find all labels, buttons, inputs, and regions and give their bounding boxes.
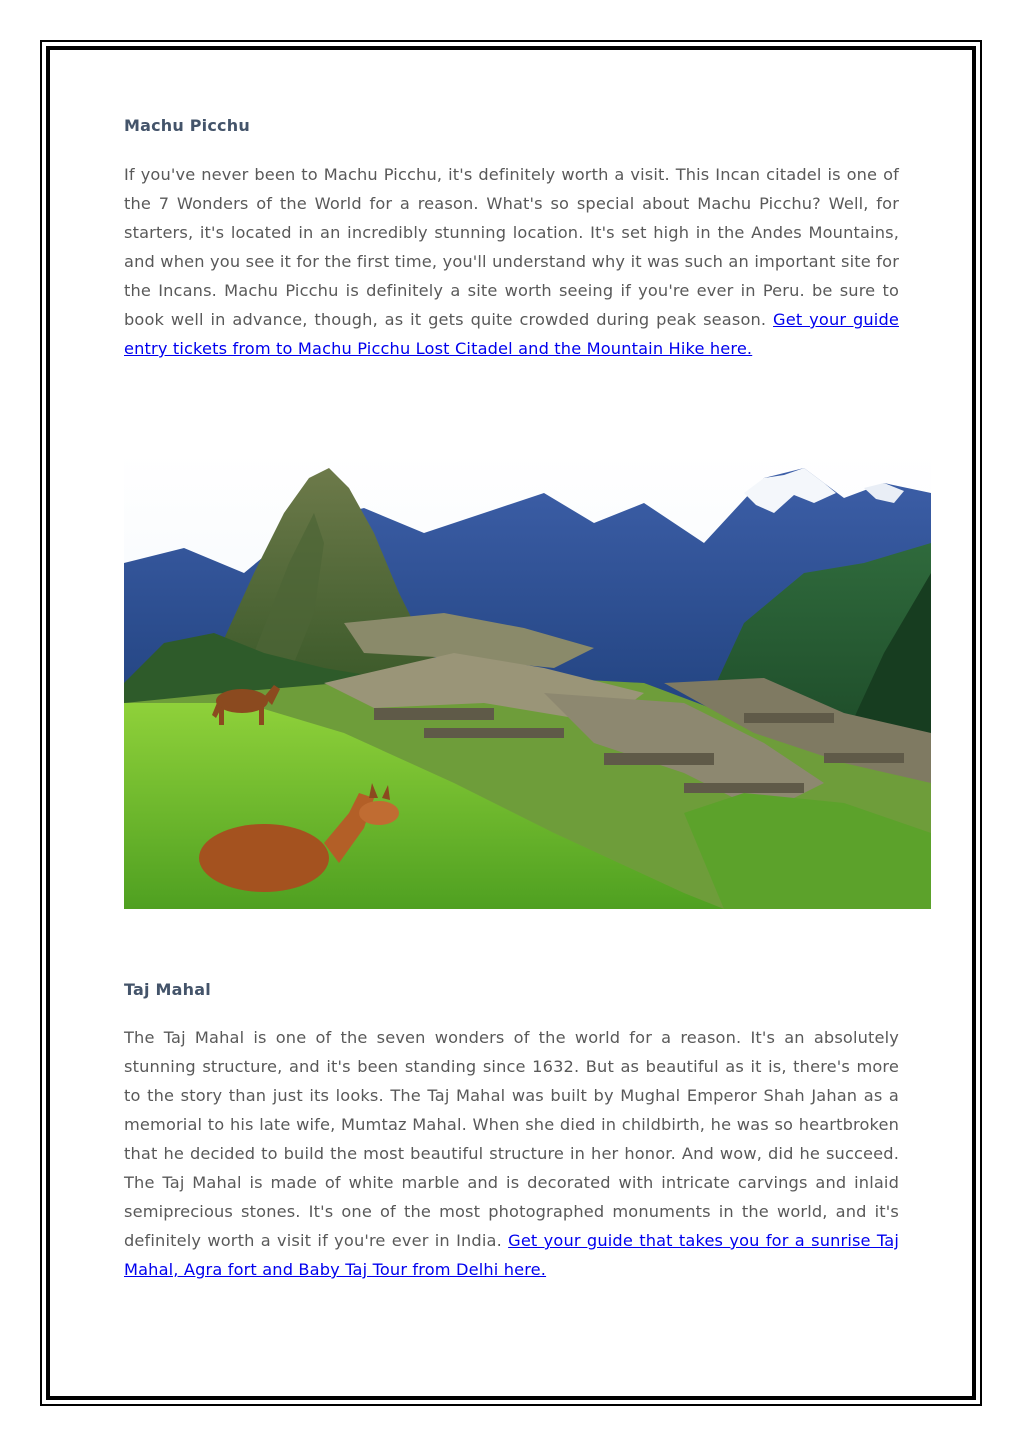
section-heading-taj-mahal: Taj Mahal xyxy=(124,980,211,999)
section-text-taj-mahal xyxy=(124,1023,899,1284)
section-heading-machu-picchu: Machu Picchu xyxy=(124,116,250,135)
machu-picchu-tickets-link[interactable]: Get your guide entry tickets from to Machu Picchu Lost Citadel and the Mountain Hike here. xyxy=(124,310,899,358)
machu-picchu-photo xyxy=(124,453,931,909)
taj-mahal-tour-link[interactable]: Get your guide that takes you for a sunrise Taj Mahal, Agra fort and Baby Taj Tour from Delhi here. xyxy=(124,1231,899,1279)
paragraph-body: If you've never been to Machu Picchu, it's definitely worth a visit. This Incan citadel is one of the 7 Wonders of the World for a reason. What's so special about Machu Picchu? Well, for starters, it's located in an incredibly stunning location. It's set high in the Andes Mountains, and when you see it for the first time, you'll understand why it was such an important site for the Incans. Machu Picchu is definitely a site worth seeing if you're ever in Peru. be sure to book well in advance, though, as it gets quite crowded during peak season. xyxy=(124,165,899,329)
section-text-machu-picchu xyxy=(124,160,899,363)
machu-picchu-landscape-image xyxy=(124,453,931,909)
paragraph-body: The Taj Mahal is one of the seven wonders of the world for a reason. It's an absolutely stunning structure, and it's been standing since 1632. But as beautiful as it is, there's more to the story than just its looks. The Taj Mahal was built by Mughal Emperor Shah Jahan as a memorial to his late wife, Mumtaz Mahal. When she died in childbirth, he was so heartbroken that he decided to build the most beautiful structure in her honor. And wow, did he succeed. The Taj Mahal is made of white marble and is decorated with intricate carvings and inlaid semiprecious stones. It's one of the most photographed monuments in the world, and it's definitely worth a visit if you're ever in India. xyxy=(124,1028,899,1250)
